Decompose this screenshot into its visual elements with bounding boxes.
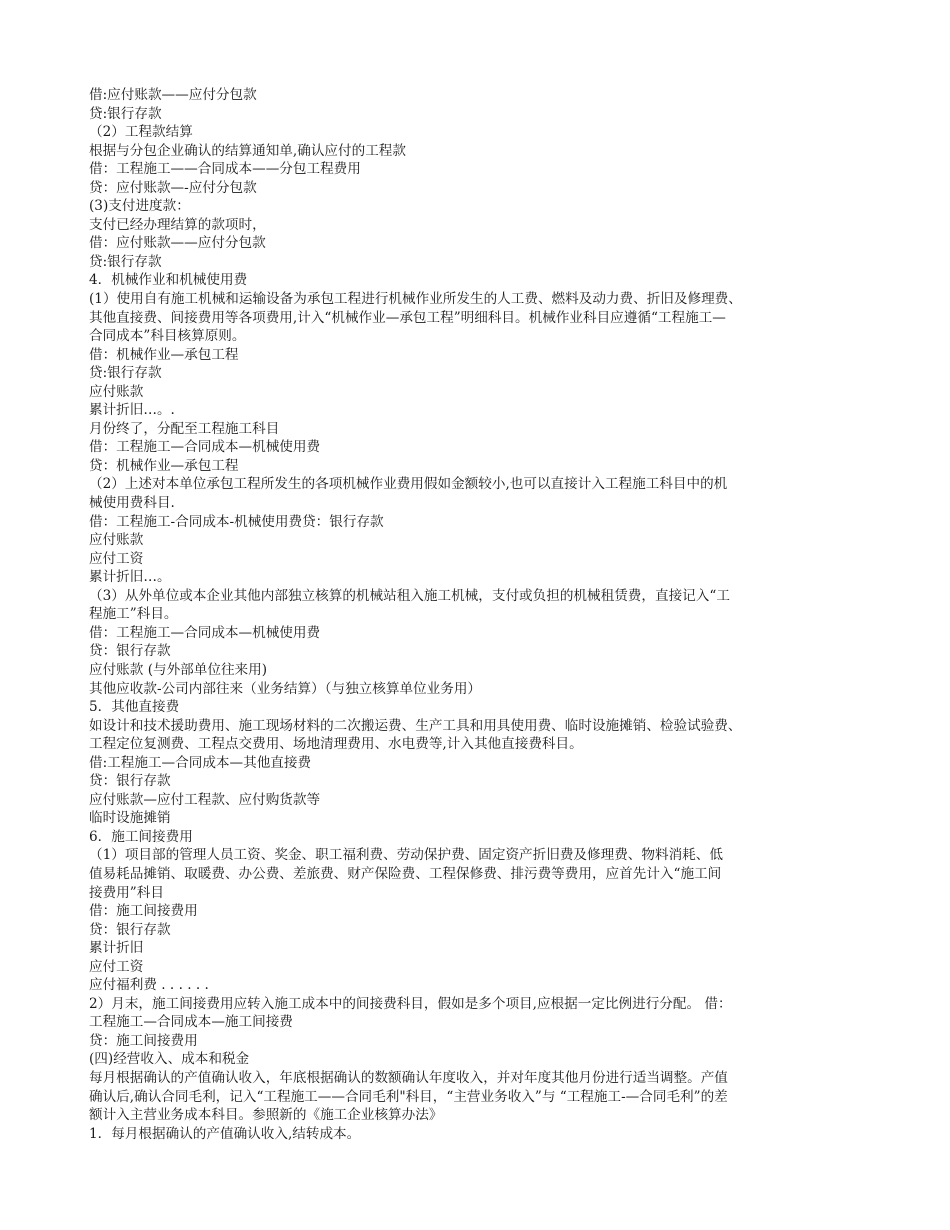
- text-line: 每月根据确认的产值确认收入，年底根据确认的数额确认年度收入，并对年度其他月份进行适当调整。产值: [89, 1069, 728, 1086]
- text-line: 如设计和技术援助费用、施工现场材料的二次搬运费、生产工具和用具使用费、临时设施摊销、检验试验费、: [89, 717, 742, 734]
- text-line: 根据与分包企业确认的结算通知单,确认应付的工程款: [89, 142, 406, 159]
- text-line: 借：工程施工-合同成本-机械使用费贷：银行存款: [89, 513, 384, 530]
- text-line: 借：工程施工—合同成本—机械使用费: [89, 624, 321, 641]
- text-line: 借：机械作业—承包工程: [89, 346, 239, 363]
- text-line: 械使用费科目.: [89, 495, 175, 512]
- text-line: 贷：银行存款: [89, 921, 171, 938]
- text-line: 贷：银行存款: [89, 643, 171, 660]
- text-line: 贷：机械作业—承包工程: [89, 457, 239, 474]
- text-line: 其他直接费、间接费用等各项费用,计入“机械作业—承包工程”明细科目。机械作业科目应遵循“工程施工—: [89, 309, 726, 326]
- text-line: 接费用”科目: [89, 884, 164, 901]
- text-line: （3）从外单位或本企业其他内部独立核算的机械站租入施工机械，支付或负担的机械租赁费，直接记入“工: [89, 587, 730, 604]
- text-line: 临时设施摊销: [89, 810, 171, 827]
- text-line: 额计入主营业务成本科目。参照新的《施工企业核算办法》: [89, 1107, 443, 1124]
- text-line: 应付账款 (与外部单位往来用): [89, 661, 268, 678]
- text-line: 借：应付账款——应付分包款: [89, 235, 266, 252]
- text-line: 借：工程施工——合同成本——分包工程费用: [89, 161, 361, 178]
- text-line: 1．每月根据确认的产值确认收入,结转成本。: [89, 1125, 361, 1142]
- text-line: 工程施工—合同成本—施工间接费: [89, 1014, 293, 1031]
- text-line: 贷：施工间接费用: [89, 1032, 198, 1049]
- text-line: 其他应收款-公司内部往来（业务结算）（与独立核算单位业务用）: [89, 680, 482, 697]
- text-line: 累计折旧: [89, 940, 144, 957]
- text-line: （2）上述对本单位承包工程所发生的各项机械作业费用假如金额较小,也可以直接计入工程施工科目中的机: [89, 476, 728, 493]
- text-line: 贷:银行存款: [89, 105, 162, 122]
- text-line: 贷：银行存款: [89, 773, 171, 790]
- text-line: (四)经营收入、成本和税金: [89, 1051, 250, 1068]
- text-line: 借:工程施工—合同成本—其他直接费: [89, 754, 312, 771]
- text-line: 借：施工间接费用: [89, 903, 198, 920]
- text-line: 确认后,确认合同毛利，记入“工程施工——合同毛利"科目，“主营业务收入”与 “工程施工-—合同毛利”的差: [89, 1088, 728, 1105]
- text-line: (3)支付进度款：: [89, 198, 190, 215]
- text-line: 应付账款: [89, 532, 144, 549]
- text-line: 应付账款—应付工程款、应付购货款等: [89, 791, 321, 808]
- text-line: 应付工资: [89, 958, 144, 975]
- text-line: 应付福利费 . . . . . .: [89, 977, 209, 994]
- text-line: 累计折旧…。: [89, 569, 171, 586]
- text-line: 程施工”科目。: [89, 606, 178, 623]
- text-line: （2）工程款结算: [89, 124, 193, 141]
- text-line: 值易耗品摊销、取暖费、办公费、差旅费、财产保险费、工程保修费、排污费等费用，应首先计入“施工间: [89, 865, 722, 882]
- text-line: 贷：应付账款—-应付分包款: [89, 179, 257, 196]
- text-line: 应付账款: [89, 383, 144, 400]
- document-page: [89, 86, 879, 1143]
- text-line: 月份终了，分配至工程施工科目: [89, 420, 280, 437]
- text-line: 5．其他直接费: [89, 699, 180, 716]
- text-line: 合同成本”科目核算原则。: [89, 328, 246, 345]
- text-line: 支付已经办理结算的款项时，: [89, 216, 266, 233]
- text-line: 贷:银行存款: [89, 253, 162, 270]
- text-line: 累计折旧…。.: [89, 402, 175, 419]
- text-line: 6．施工间接费用: [89, 828, 193, 845]
- text-line: （1）项目部的管理人员工资、奖金、职工福利费、劳动保护费、固定资产折旧费及修理费、物料消耗、低: [89, 847, 723, 864]
- text-line: 2）月末，施工间接费用应转入施工成本中的间接费科目，假如是多个项目,应根据一定比例进行分配。 借：: [89, 995, 732, 1012]
- text-line: 贷:银行存款: [89, 365, 162, 382]
- text-line: 借:应付账款——应付分包款: [89, 87, 257, 103]
- text-line: 工程定位复测费、工程点交费用、场地清理费用、水电费等,计入其他直接费科目。: [89, 736, 583, 753]
- text-line: 应付工资: [89, 550, 144, 567]
- text-line: 借：工程施工—合同成本—机械使用费: [89, 439, 321, 456]
- text-line: (1）使用自有施工机械和运输设备为承包工程进行机械作业所发生的人工费、燃料及动力费、折旧及修理费、: [89, 291, 742, 308]
- text-line: 4．机械作业和机械使用费: [89, 272, 248, 289]
